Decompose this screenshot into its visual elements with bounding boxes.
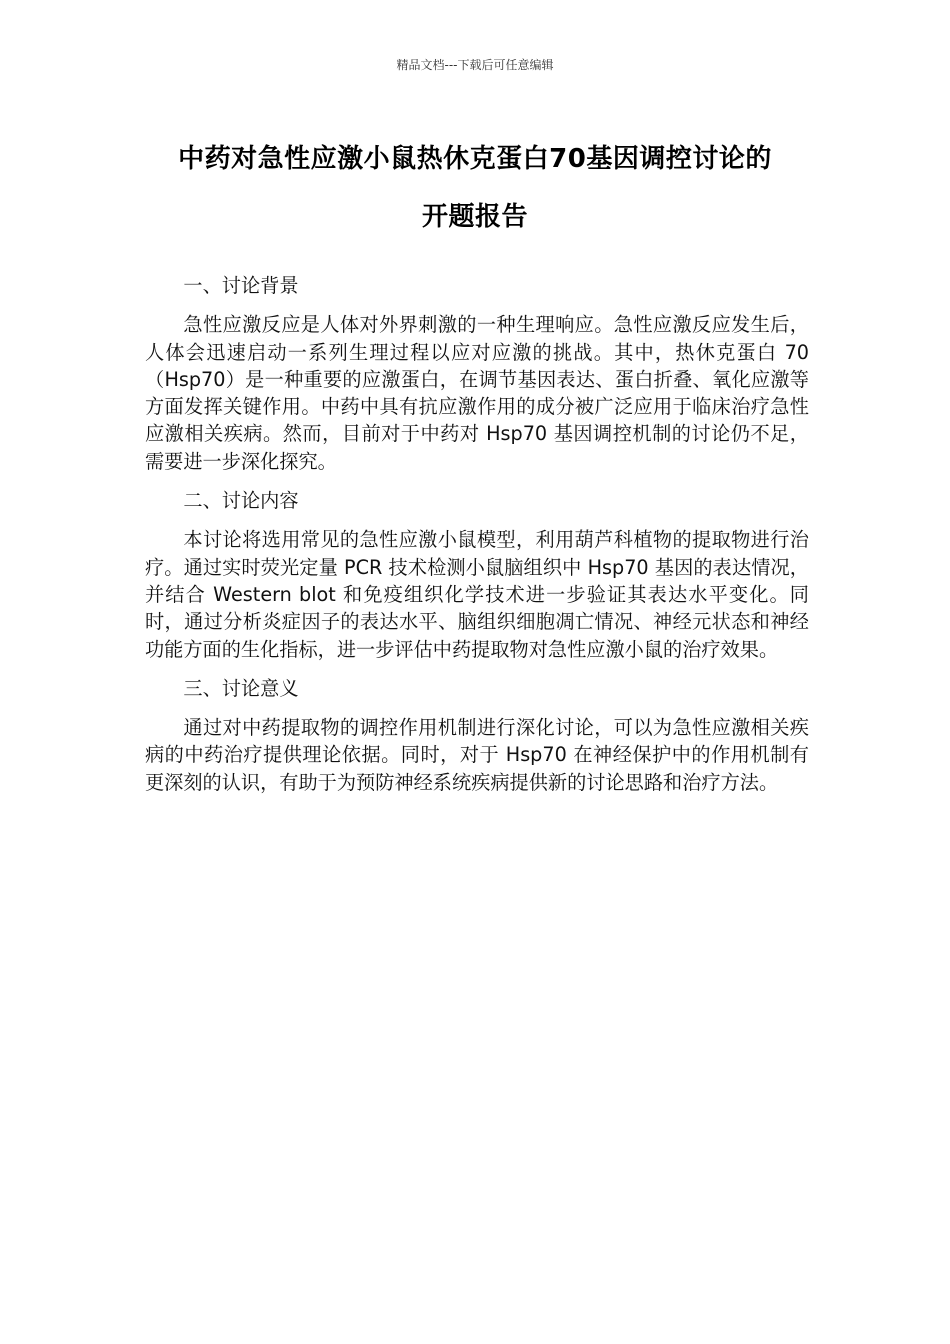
title-line-2: 开题报告 bbox=[421, 202, 528, 232]
document-title bbox=[140, 130, 810, 246]
section-paragraph-background: 急性应激反应是人体对外界刺激的一种生理响应。急性应激反应发生后，人体会迅速启动一系列生理过程以应对应激的挑战。其中，热休克蛋白 70（Hsp70）是一种重要的应激蛋白，在调节基因表达、蛋白折叠、氧化应激等方面发挥关键作用。中药中具有抗应激作用的成分被广泛应用于临床治疗急性应激相关疾病。然而，目前对于中药对 Hsp70 基因调控机制的讨论仍不足，需要进一步深化探究。 bbox=[145, 313, 809, 473]
section-paragraph-content: 本讨论将选用常见的急性应激小鼠模型，利用葫芦科植物的提取物进行治疗。通过实时荧光定量 PCR 技术检测小鼠脑组织中 Hsp70 基因的表达情况，并结合 Western blot 和免疫组织化学技术进一步验证其表达水平变化。同时，通过分析炎症因子的表达水平、脑组织细胞凋亡情况、神经元状态和神经功能方面的生化指标，进一步评估中药提取物对急性应激小鼠的治疗效果。 bbox=[145, 528, 809, 661]
section-heading-content: 二、讨论内容 bbox=[183, 489, 299, 513]
document-body bbox=[145, 272, 809, 808]
title-line-1: 中药对急性应激小鼠热休克蛋白70基因调控讨论的 bbox=[178, 144, 772, 174]
header-note: 精品文档---下载后可任意编辑 bbox=[396, 58, 554, 72]
section-paragraph-significance: 通过对中药提取物的调控作用机制进行深化讨论，可以为急性应激相关疾病的中药治疗提供理论依据。同时，对于 Hsp70 在神经保护中的作用机制有更深刻的认识，有助于为预防神经系统疾病提供新的讨论思路和治疗方法。 bbox=[145, 716, 809, 794]
section-heading-background: 一、讨论背景 bbox=[183, 274, 299, 297]
section-heading-significance: 三、讨论意义 bbox=[183, 676, 299, 700]
